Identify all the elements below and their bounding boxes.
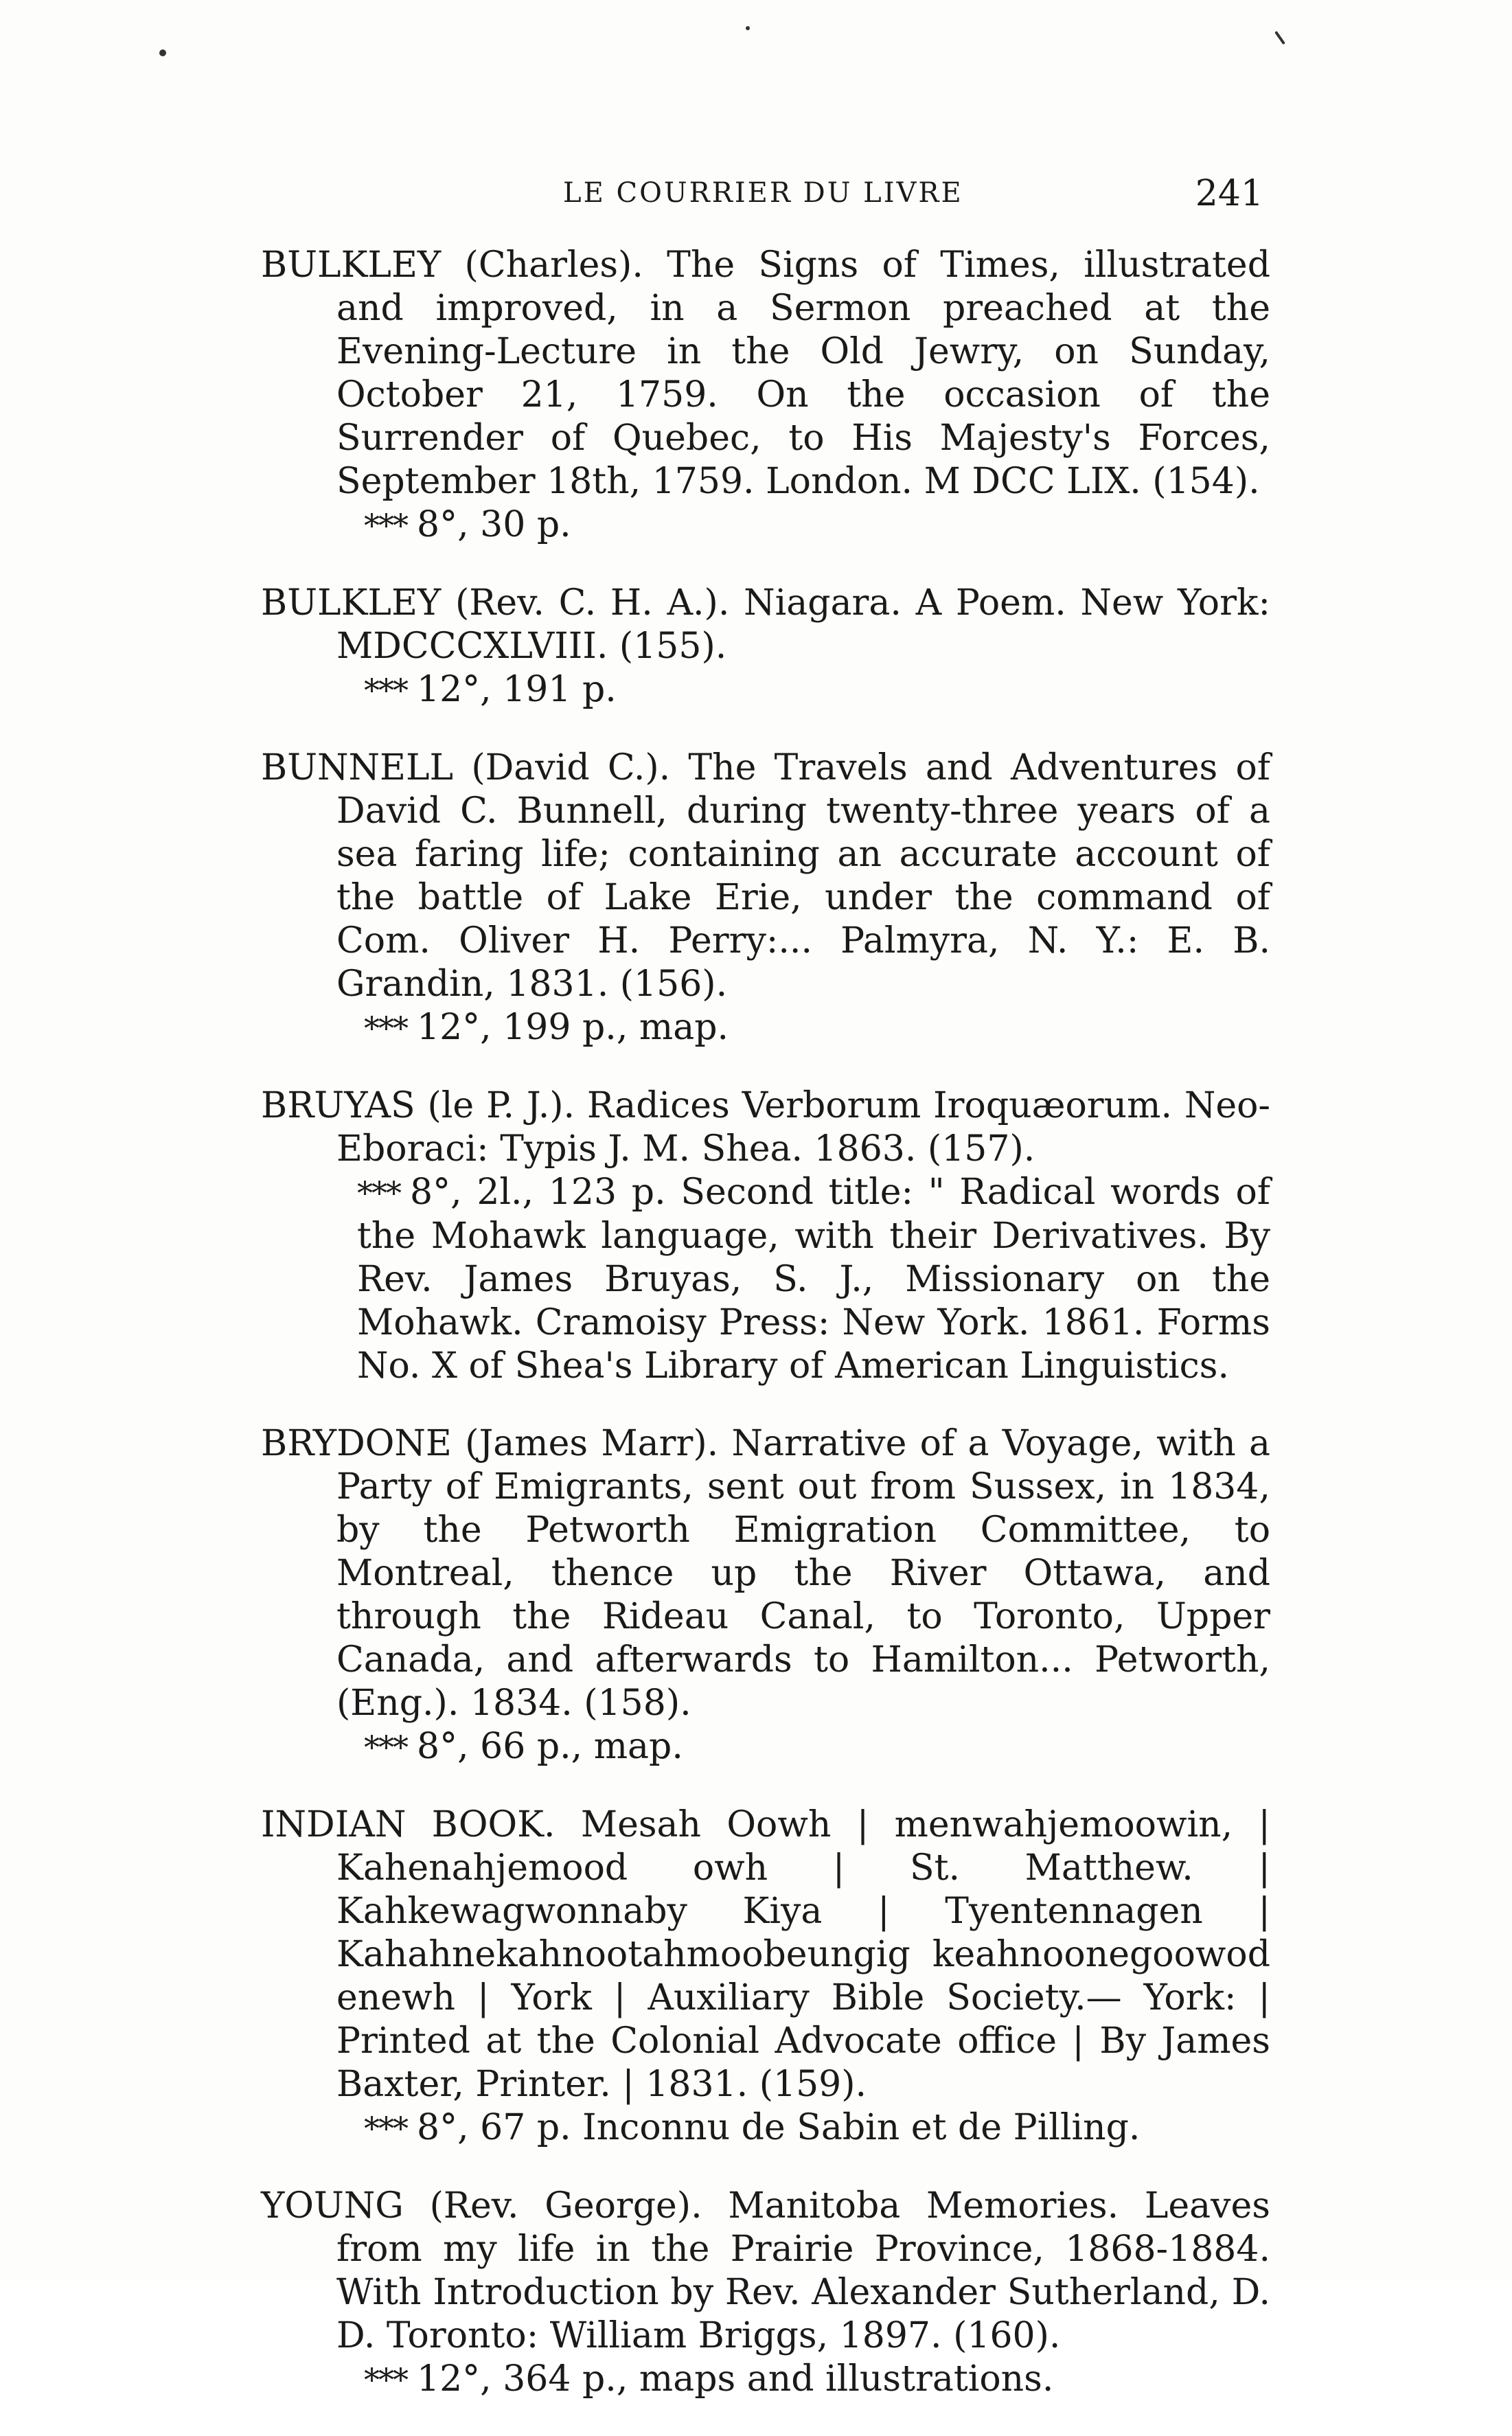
entry-note-text: 12°, 364 p., maps and illustrations. [417, 2358, 1054, 2400]
entry-citation: YOUNG (Rev. George). Manitoba Memories. Leaves from my life in the Prairie Province, 1868-1884. With Introduction by Rev. Alexander Sutherland, D. D. Toronto: William Briggs, 1897. (160). [261, 2185, 1270, 2356]
ink-speck [159, 49, 166, 56]
page-number: 241 [1195, 173, 1263, 214]
entry-citation: BRYDONE (James Marr). Narrative of a Voyage, with a Party of Emigrants, sent out from Sussex, in 1834, by the Petworth Emigration Committee, to Montreal, thence up the River Ottawa, and through the Rideau Canal, to Toronto, Upper Canada, and afterwards to Hamilton... Petworth, (Eng.). 1834. (158). [261, 1423, 1270, 1724]
entry-citation: BULKLEY (Rev. C. H. A.). Niagara. A Poem. New York: MDCCCXLVIII. (155). [261, 582, 1270, 667]
asterism: *** [364, 2110, 407, 2147]
entry-note [261, 503, 1270, 547]
entry-note [261, 1171, 1270, 1388]
bibliography-entry [261, 244, 1270, 547]
ink-speck [746, 26, 750, 30]
asterism: *** [364, 1010, 407, 1047]
entry-note [261, 2106, 1270, 2150]
bibliography-entry [261, 2185, 1270, 2402]
entry-note-text: 8°, 66 p., map. [417, 1726, 683, 1767]
entry-note [261, 1006, 1270, 1050]
entry-note-text: 12°, 191 p. [417, 669, 617, 710]
entry-note-text: 12°, 199 p., map. [417, 1007, 729, 1048]
bibliography-entries [261, 244, 1270, 2436]
bibliography-entry [261, 582, 1270, 712]
asterism: *** [357, 1174, 400, 1211]
entry-note [261, 1725, 1270, 1769]
entry-citation: BULKLEY (Charles). The Signs of Times, illustrated and improved, in a Sermon preached at the Evening-Lecture in the Old Jewry, on Sunday, October 21, 1759. On the occasion of the Surrender of Quebec, to His Majesty's Forces, September 18th, 1759. London. M DCC LIX. (154). [261, 244, 1270, 502]
asterism: *** [364, 2361, 407, 2398]
ink-speck [1274, 31, 1285, 45]
asterism: *** [364, 507, 407, 544]
entry-note [261, 668, 1270, 712]
bibliography-entry [261, 747, 1270, 1050]
entry-note-text: 8°, 67 p. Inconnu de Sabin et de Pilling. [417, 2107, 1141, 2148]
bibliography-entry [261, 1084, 1270, 1388]
entry-citation: INDIAN BOOK. Mesah Oowh | menwahjemoowin, | Kahenahjemood owh | St. Matthew. | Kahkewagwonnaby Kiya | Tyentennagen | Kahahnekahnootahmoobeungig keahnoonegoowod enewh | York | Auxiliary Bible Society.— York: | Printed at the Colonial Advocate office | By James Baxter, Printer. | 1831. (159). [261, 1804, 1270, 2105]
asterism: *** [364, 1729, 407, 1766]
entry-note-text: 8°, 30 p. [417, 504, 571, 545]
entry-note-text: 8°, 2l., 123 p. Second title: " Radical words of the Mohawk language, with their Derivatives. By Rev. James Bruyas, S. J., Missionary on the Mohawk. Cramoisy Press: New York. 1861. Forms No. X of Shea's Library of American Linguistics. [357, 1172, 1270, 1387]
page-header [261, 173, 1263, 225]
bibliography-entry [261, 1803, 1270, 2150]
bibliography-entry [261, 1422, 1270, 1769]
entry-citation: BRUYAS (le P. J.). Radices Verborum Iroquæorum. Neo-Eboraci: Typis J. M. Shea. 1863. (157). [261, 1085, 1270, 1170]
entry-citation: BUNNELL (David C.). The Travels and Adventures of David C. Bunnell, during twenty-three years of a sea faring life; containing an accurate account of the battle of Lake Erie, under the command of Com. Oliver H. Perry:... Palmyra, N. Y.: E. B. Grandin, 1831. (156). [261, 747, 1270, 1005]
asterism: *** [364, 672, 407, 709]
entry-note [261, 2358, 1270, 2402]
running-title: LE COURRIER DU LIVRE [563, 177, 963, 209]
